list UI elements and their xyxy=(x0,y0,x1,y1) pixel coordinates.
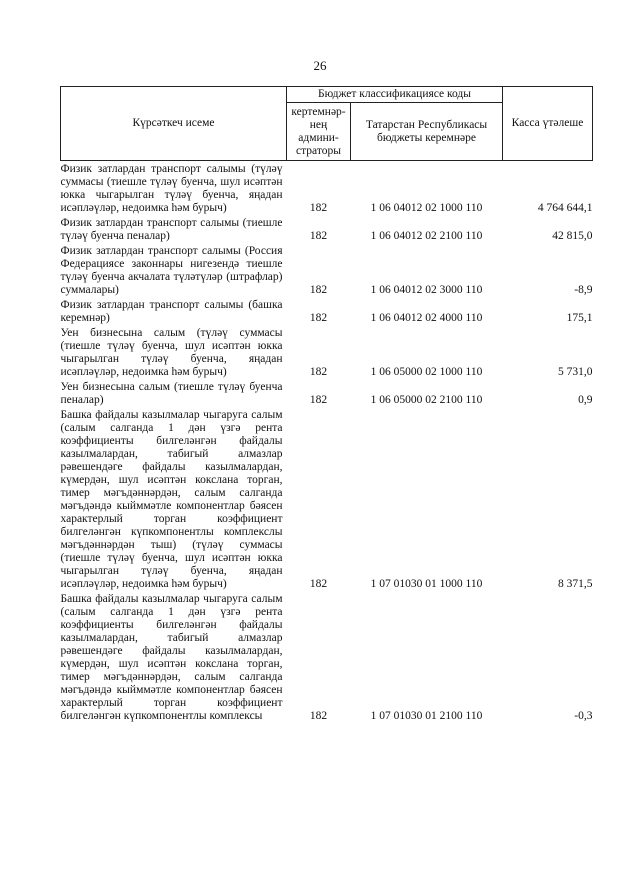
row-name: Физик затлардан транспорт салымы (түләү суммасы (тиешле түләү буенча, шул исәптән юкка чыгарылган түләү буенча, яңадан исәпләүләр, недоимка һәм бурыч) xyxy=(60,163,283,214)
row-code: 1 06 04012 02 1000 110 xyxy=(370,202,483,214)
row-code: 1 06 04012 02 3000 110 xyxy=(370,284,483,296)
row-admin: 182 xyxy=(309,366,328,378)
row-amount: 0,9 xyxy=(578,394,593,406)
table-row xyxy=(61,591,593,723)
row-code: 1 07 01030 01 2100 110 xyxy=(370,710,483,722)
row-code: 1 06 04012 02 2100 110 xyxy=(370,230,483,242)
table-row xyxy=(61,407,593,591)
table-row xyxy=(61,215,593,243)
row-name: Башка файдалы казылмалар чыгаруга салым (салым салганда 1 дән үзгә рента коэффициенты билгеләнгән файдалы казылмалардан, табигый алмазлар рәвешендәге файдалы казылмалардан, күмердән, шул исәптән коксланa торган, тимер мәгъдәннәрдән, салым салганда мәгъдәндә кыйммәтле компонентлар бәясен характерлый торган коэффициент билгеләнгән күпкомпонентлы комплекслы мәгъдәннәрдән тыш) (түләү суммасы (тиешле түләү буенча, шул исәптән юкка чыгарылган түләү буенча, яңадан исәпләүләр, недоимка һәм бурыч) xyxy=(60,409,283,590)
table-row xyxy=(61,379,593,407)
row-admin: 182 xyxy=(309,202,328,214)
row-code: 1 06 05000 02 2100 110 xyxy=(370,394,483,406)
row-name: Физик затлардан транспорт салымы (башка керемнәр) xyxy=(60,299,283,324)
header-cash-execution: Касса үтәлеше xyxy=(503,87,593,161)
row-name: Башка файдалы казылмалар чыгаруга салым (салым салганда 1 дән үзгә рента коэффициенты билгеләнгән файдалы казылмалардан, табигый алмазлар рәвешендәге файдалы казылмалардан, күмердән, шул исәптән коксланa торган, тимер мәгъдәннәрдән, салым салганда мәгъдәндә кыйммәтле компонентлар бәясен характерлый торган коэффициент билгеләнгән күпкомпонентлы комплексы xyxy=(60,593,283,722)
header-administrators: кертемнәр-нең админи-страторы xyxy=(287,103,351,161)
header-budget-classification-code: Бюджет классификациясе коды xyxy=(287,87,503,103)
table-row xyxy=(61,297,593,325)
row-admin: 182 xyxy=(309,394,328,406)
row-name: Уен бизнесына салым (түләү суммасы (тиешле түләү буенча, шул исәптән юкка чыгарылган түләү буенча, яңадан исәпләүләр, недоимка һәм бурыч) xyxy=(60,327,283,378)
row-admin: 182 xyxy=(309,284,328,296)
row-admin: 182 xyxy=(309,578,328,590)
row-amount: -0,3 xyxy=(574,710,593,722)
row-amount: 8 371,5 xyxy=(558,578,593,590)
row-admin: 182 xyxy=(309,312,328,324)
page-number: 26 xyxy=(313,58,327,73)
row-name: Физик затлардан транспорт салымы (тиешле түләү буенча пеналар) xyxy=(60,217,283,242)
row-amount: -8,9 xyxy=(574,284,593,296)
table-row xyxy=(61,243,593,297)
row-admin: 182 xyxy=(309,710,328,722)
table-header xyxy=(61,87,593,161)
table-row xyxy=(61,325,593,379)
row-name: Уен бизнесына салым (тиешле түләү буенча пеналар) xyxy=(60,381,283,406)
row-code: 1 06 04012 02 4000 110 xyxy=(370,312,483,324)
row-admin: 182 xyxy=(309,230,328,242)
row-amount: 5 731,0 xyxy=(558,366,593,378)
row-amount: 42 815,0 xyxy=(552,230,593,242)
table-body xyxy=(61,161,593,724)
row-name: Физик затлардан транспорт салымы (Россия Федерациясе законнары нигезендә тиешле түләү буенча акчалата түләтүләр (штрафлар) суммалары) xyxy=(60,245,283,296)
row-code: 1 07 01030 01 1000 110 xyxy=(370,578,483,590)
table-row xyxy=(61,161,593,216)
row-code: 1 06 05000 02 1000 110 xyxy=(370,366,483,378)
row-amount: 175,1 xyxy=(566,312,593,324)
header-indicator-name: Күрсәткеч исеме xyxy=(61,87,287,161)
row-amount: 4 764 644,1 xyxy=(537,202,593,214)
header-tatarstan-revenues: Татарстан Республикасы бюджеты керемнәре xyxy=(351,103,503,161)
budget-table xyxy=(60,86,593,723)
